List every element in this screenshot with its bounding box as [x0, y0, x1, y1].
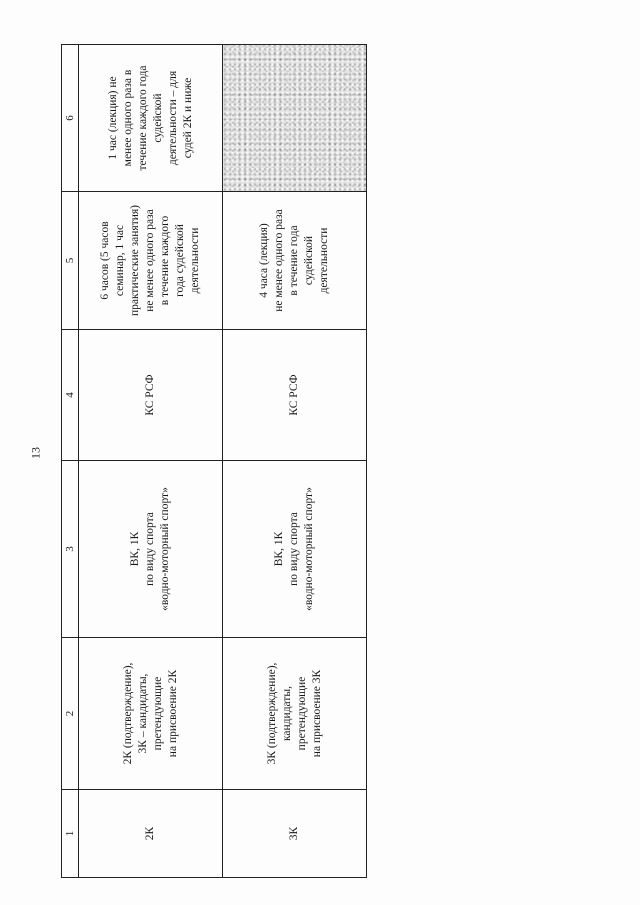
column-number-2: 2: [62, 638, 79, 790]
organizer-cell: КС РСФ: [79, 330, 223, 461]
shaded-empty-cell: [223, 45, 367, 192]
column-number-row: [62, 45, 79, 878]
hours-cell: 6 часов (5 часов семинар, 1 час практические занятия) не менее одного раза в течение каждого года судейской деятельности: [79, 192, 223, 330]
lecturers-cell: ВК, 1К по виду спорта «водно-моторный спорт»: [79, 461, 223, 638]
organizer-cell: КС РСФ: [223, 330, 367, 461]
extra-cell: 1 час (лекция) не менее одного раза в течение каждого года судейской деятельности – для судей 2К и ниже: [79, 45, 223, 192]
column-number-4: 4: [62, 330, 79, 461]
column-number-6: 6: [62, 45, 79, 192]
column-number-1: 1: [62, 790, 79, 878]
candidates-cell: 2К (подтверждение), 3К – кандидаты, претендующие на присвоение 2К: [79, 638, 223, 790]
column-number-5: 5: [62, 192, 79, 330]
table-row: [223, 45, 367, 878]
judges-training-table: [61, 44, 367, 878]
candidates-cell: 3К (подтверждение), кандидаты, претендующие на присвоение 3К: [223, 638, 367, 790]
rotated-table-container: [61, 45, 363, 878]
category-cell: 2К: [79, 790, 223, 878]
category-cell: 3К: [223, 790, 367, 878]
page-number: 13: [28, 447, 43, 459]
column-number-3: 3: [62, 461, 79, 638]
hours-cell: 4 часа (лекция) не менее одного раза в течение года судейской деятельности: [223, 192, 367, 330]
table-row: [79, 45, 223, 878]
lecturers-cell: ВК, 1К по виду спорта «водно-моторный спорт»: [223, 461, 367, 638]
